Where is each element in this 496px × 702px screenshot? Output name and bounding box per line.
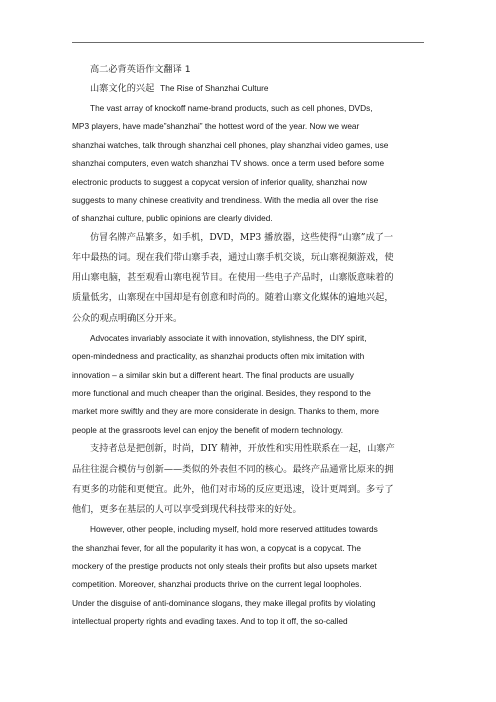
document-heading: 高二必背英语作文翻译 1 [90, 64, 191, 75]
paragraph-line: The vast array of knockoff name-brand products, such as cell phones, DVDs, [90, 103, 373, 113]
subtitle-cn: 山寨文化的兴起 [90, 83, 155, 94]
paragraph-line: of shanzhai culture, public opinions are clearly divided. [72, 213, 273, 224]
paragraph-line: 支持者总是把创新，时尚，DIY 精神，开放性和实用性联系在一起，山寨产 [90, 443, 395, 455]
paragraph-line: electronic products to suggest a copycat version of inferior quality, shanzhai now [72, 176, 368, 187]
paragraph-line: more functional and much cheaper than the original. Besides, they respond to the [72, 388, 371, 399]
paragraph-line: 用山寨电脑，甚至观看山寨电视节目。在使用一些电子产品时，山寨版意味着的 [72, 272, 394, 284]
paragraph-en-1 [72, 99, 426, 228]
paragraph-line: open-mindedness and practicality, as shanzhai products often mix imitation with [72, 351, 365, 362]
paragraph-line: competition. Moreover, shanzhai products thrive on the current legal loopholes. [72, 579, 362, 590]
paragraph-line: However, other people, including myself, hold more reserved attitudes towards [90, 524, 378, 535]
paragraph-line: 公众的观点明确区分开来。 [72, 312, 183, 324]
paragraph-line: mockery of the prestige products not only steals their profits but also upsets market [72, 560, 377, 571]
header-rule [72, 42, 424, 43]
paragraph-line: market more swiftly and they are more considerate in design. Thanks to them, more [72, 406, 379, 417]
paragraph-cn-1 [72, 228, 426, 329]
paragraph-line: Advocates invariably associate it with innovation, stylishness, the DIY spirit, [90, 332, 367, 343]
paragraph-line: shanzhai computers, even watch shanzhai TV shows. once a term used before some [72, 158, 385, 169]
subtitle-en: The Rise of Shanzhai Culture [160, 83, 269, 93]
document-body [72, 61, 426, 631]
paragraph-line: 年中最热的词。现在我们带山寨手表，通过山寨手机交谈，玩山寨视频游戏，使 [72, 252, 394, 264]
paragraph-en-2 [72, 329, 426, 439]
paragraph-line: 质量低劣，山寨现在中国却是有创意和时尚的。随着山寨文化媒体的遍地兴起， [72, 292, 394, 304]
paragraph-line: shanzhai watches, talk through shanzhai cell phones, play shanzhai video games, use [72, 139, 389, 150]
paragraph-line: 品往往混合模仿与创新——类似的外表但不同的核心。最终产品通常比原来的拥 [72, 463, 394, 475]
paragraph-line: the shanzhai fever, for all the popularity it has won, a copycat is a copycat. The [72, 542, 362, 553]
paragraph-line: intellectual property rights and evading taxes. And to top it off, the so-called [72, 616, 348, 627]
paragraph-line: 有更多的功能和更便宜。此外，他们对市场的反应更迅速，设计更周到。多亏了 [72, 483, 394, 495]
paragraph-line: MP3 players, have made”shanzhai” the hottest word of the year. Now we wear [72, 121, 360, 132]
paragraph-cn-2 [72, 439, 426, 520]
paragraph-line: 仿冒名牌产品繁多，如手机，DVD，MP3 播放器，这些使得“山寨”成了一 [90, 231, 394, 243]
paragraph-line: people at the grassroots level can enjoy the benefit of modern technology. [72, 424, 344, 435]
paragraph-en-3 [72, 520, 426, 630]
paragraph-line: 他们，更多在基层的人可以享受到现代科技带来的好处。 [72, 503, 302, 515]
paragraph-line: Under the disguise of anti-dominance slogans, they make illegal profits by violating [72, 597, 376, 608]
paragraph-line: innovation – a similar skin but a different heart. The final products are usually [72, 369, 354, 380]
document-subtitle [72, 79, 426, 98]
paragraph-line: suggests to many chinese creativity and trendiness. With the media all over the rise [72, 195, 379, 206]
